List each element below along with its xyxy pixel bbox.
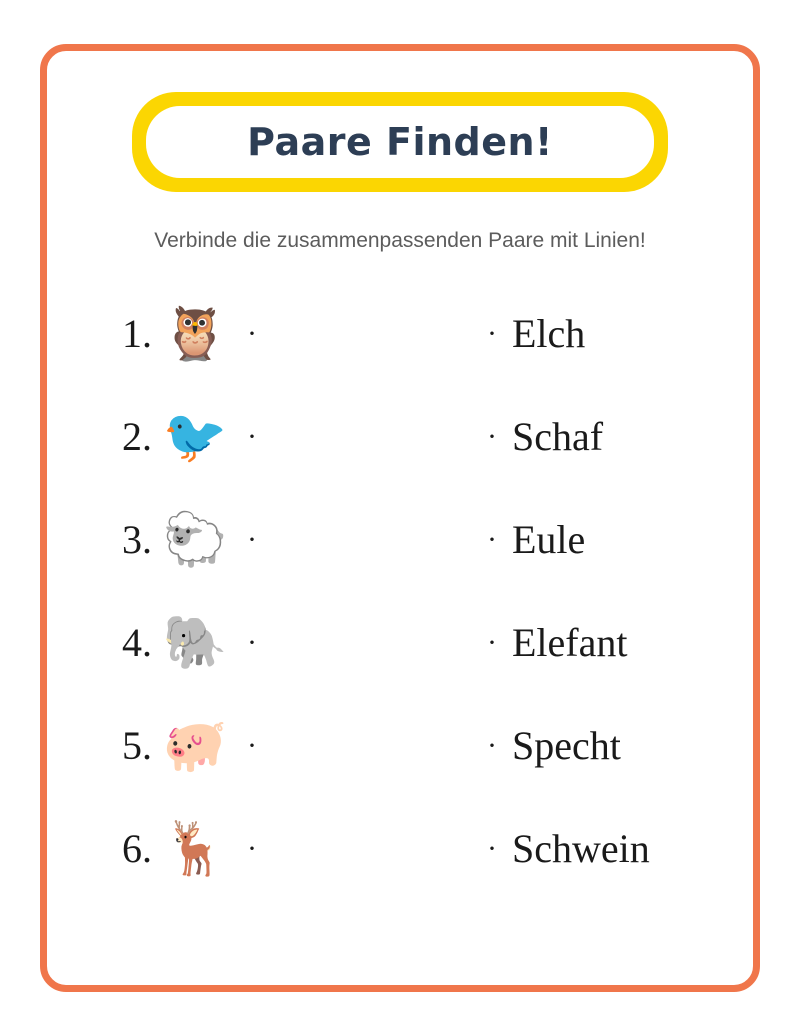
connect-point-left[interactable]: · <box>247 728 257 762</box>
connect-point-left[interactable]: · <box>247 316 257 350</box>
connect-point-right[interactable]: · <box>487 625 497 659</box>
title-banner <box>132 92 668 192</box>
item-number: 3. <box>122 517 152 563</box>
answer-word: Elefant <box>512 620 628 666</box>
woodpecker-icon: 🐦 <box>162 406 228 467</box>
pair-row <box>100 694 700 797</box>
pair-left-4 <box>100 612 390 673</box>
connect-point-right[interactable]: · <box>487 316 497 350</box>
moose-icon: 🦌 <box>162 818 228 879</box>
connect-point-left[interactable]: · <box>247 522 257 556</box>
pair-left-2 <box>100 406 390 467</box>
item-number: 2. <box>122 414 152 460</box>
pair-row <box>100 488 700 591</box>
page-title: Paare Finden! <box>247 120 553 164</box>
pair-right-5 <box>478 722 621 769</box>
item-number: 5. <box>122 723 152 769</box>
connect-point-left[interactable]: · <box>247 419 257 453</box>
pair-right-1 <box>478 310 585 357</box>
connect-point-right[interactable]: · <box>487 831 497 865</box>
connect-point-left[interactable]: · <box>247 831 257 865</box>
pair-left-3 <box>100 509 390 570</box>
answer-word: Eule <box>512 517 586 563</box>
pig-icon: 🐖 <box>162 715 228 776</box>
pair-row <box>100 591 700 694</box>
pair-row <box>100 385 700 488</box>
pair-row <box>100 797 700 900</box>
owl-icon: 🦉 <box>162 303 228 364</box>
connect-point-right[interactable]: · <box>487 522 497 556</box>
pair-right-6 <box>478 825 650 872</box>
instructions-text: Verbinde die zusammenpassenden Paare mit Linien! <box>154 229 646 252</box>
elephant-icon: 🐘 <box>162 612 228 673</box>
sheep-icon: 🐑 <box>162 509 228 570</box>
answer-word: Schwein <box>512 826 650 872</box>
item-number: 4. <box>122 620 152 666</box>
pair-left-5 <box>100 715 390 776</box>
answer-word: Specht <box>512 723 621 769</box>
pair-right-4 <box>478 619 628 666</box>
pair-row <box>100 282 700 385</box>
pair-left-1 <box>100 303 390 364</box>
answer-word: Schaf <box>512 414 604 460</box>
pair-right-2 <box>478 413 603 460</box>
item-number: 6. <box>122 826 152 872</box>
connect-point-right[interactable]: · <box>487 419 497 453</box>
item-number: 1. <box>122 311 152 357</box>
pair-left-6 <box>100 818 390 879</box>
connect-point-left[interactable]: · <box>247 625 257 659</box>
answer-word: Elch <box>512 311 586 357</box>
title-banner-inner <box>146 106 654 178</box>
pairs-list <box>100 282 700 900</box>
connect-point-right[interactable]: · <box>487 728 497 762</box>
worksheet-content <box>40 40 760 900</box>
pair-right-3 <box>478 516 585 563</box>
